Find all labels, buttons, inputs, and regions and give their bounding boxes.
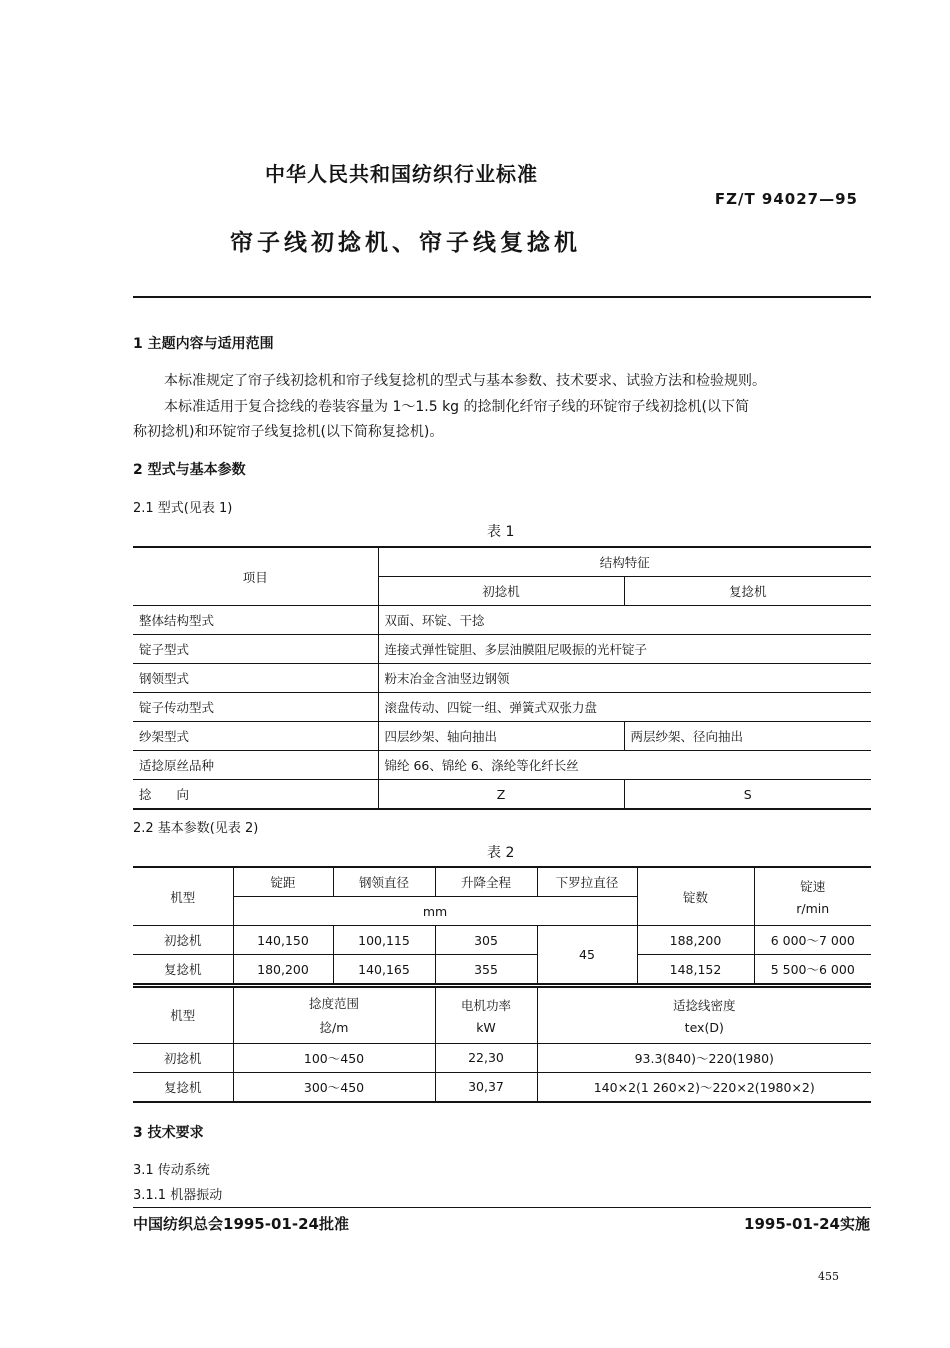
t2-header-ring: 钢领直径 (333, 867, 435, 897)
t2b-header-density-unit: tex(D) (684, 1019, 724, 1035)
header-rule (133, 296, 871, 298)
standard-code: FZ/T 94027—95 (714, 190, 858, 208)
t2b-twist: 100～450 (233, 1043, 435, 1072)
t1-value: 粉末冶金含油竖边钢领 (378, 664, 871, 693)
table-row (133, 635, 871, 664)
t2-ring: 100,115 (333, 926, 435, 955)
t2-speed: 6 000～7 000 (754, 926, 871, 955)
table-2-caption: 表 2 (487, 845, 515, 861)
table-row (133, 1043, 871, 1072)
document-title: 帘子线初捻机、帘子线复捻机 (230, 230, 581, 256)
t2b-header-density (537, 987, 871, 1043)
t2-lift: 305 (435, 926, 537, 955)
t2b-header-density-label: 适捻线密度 (672, 997, 736, 1013)
section-3-heading: 3 技术要求 (133, 1125, 204, 1141)
t2-speed: 5 500～6 000 (754, 955, 871, 985)
t1-item: 锭子型式 (133, 635, 378, 664)
t2b-twist: 300～450 (233, 1072, 435, 1102)
t2-ring: 140,165 (333, 955, 435, 985)
section-2-1-heading: 2.1 型式(见表 1) (133, 501, 233, 516)
t2b-density: 140×2(1 260×2)～220×2(1980×2) (537, 1072, 871, 1102)
section-2-2-heading: 2.2 基本参数(见表 2) (133, 821, 259, 836)
t2-header-spacing: 锭距 (233, 867, 333, 897)
t2-header-model: 机型 (133, 867, 233, 926)
org-title: 中华人民共和国纺织行业标准 (265, 162, 538, 186)
t2-header-speed (754, 867, 871, 926)
t2b-power: 22,30 (435, 1043, 537, 1072)
footer-rule (133, 1207, 871, 1208)
page-number: 455 (818, 1270, 839, 1283)
t2-roller: 45 (537, 926, 637, 985)
t1-value-initial: 四层纱架、轴向抽出 (378, 722, 624, 751)
t2b-header-twist (233, 987, 435, 1043)
t2b-power: 30,37 (435, 1072, 537, 1102)
t2-header-count: 锭数 (637, 867, 754, 926)
t2-count: 148,152 (637, 955, 754, 985)
t1-header-features: 结构特征 (378, 547, 871, 577)
t1-item: 整体结构型式 (133, 606, 378, 635)
t1-value-re: S (624, 780, 871, 810)
t2-header-unit: mm (233, 897, 637, 926)
t1-value-initial: Z (378, 780, 624, 810)
t1-item: 纱架型式 (133, 722, 378, 751)
t1-value: 双面、环锭、干捻 (378, 606, 871, 635)
t1-header-item: 项目 (133, 547, 378, 606)
t2b-density: 93.3(840)～220(1980) (537, 1043, 871, 1072)
t2b-model: 初捻机 (133, 1043, 233, 1072)
t1-item: 锭子传动型式 (133, 693, 378, 722)
t2-model: 复捻机 (133, 955, 233, 985)
t2-header-speed-unit: r/min (796, 901, 830, 916)
t2b-header-power (435, 987, 537, 1043)
t1-value: 锦纶 66、锦纶 6、涤纶等化纤长丝 (378, 751, 871, 780)
table-row (133, 722, 871, 751)
table-1 (133, 546, 871, 810)
table-2-part-a (133, 866, 871, 985)
table-2-part-b (133, 986, 871, 1103)
approval-date: 中国纺织总会1995-01-24批准 (133, 1215, 349, 1233)
t1-header-initial: 初捻机 (378, 577, 624, 606)
t1-header-re: 复捻机 (624, 577, 871, 606)
section-1-para-1: 本标准规定了帘子线初捻机和帘子线复捻机的型式与基本参数、技术要求、试验方法和检验规则。 (164, 373, 766, 389)
table-row (133, 664, 871, 693)
table-row (133, 606, 871, 635)
t2-count: 188,200 (637, 926, 754, 955)
section-1-para-2a: 本标准适用于复合捻线的卷装容量为 1～1.5 kg 的捻制化纤帘子线的环锭帘子线初捻机(以下简 (164, 399, 749, 415)
t2-header-speed-label: 锭速 (800, 879, 826, 894)
table-1-caption: 表 1 (487, 524, 515, 540)
section-3-1-1-heading: 3.1.1 机器振动 (133, 1188, 223, 1203)
t2-lift: 355 (435, 955, 537, 985)
table-row (133, 780, 871, 810)
t1-item: 钢领型式 (133, 664, 378, 693)
t1-item: 捻 向 (133, 780, 378, 810)
t1-item: 适捻原丝品种 (133, 751, 378, 780)
section-3-1-heading: 3.1 传动系统 (133, 1163, 210, 1178)
t1-value-re: 两层纱架、径向抽出 (624, 722, 871, 751)
t2-spacing: 140,150 (233, 926, 333, 955)
t2-spacing: 180,200 (233, 955, 333, 985)
t2b-header-model: 机型 (133, 987, 233, 1043)
table-row (133, 926, 871, 955)
t1-value: 连接式弹性锭胆、多层油膜阻尼吸振的光杆锭子 (378, 635, 871, 664)
t2b-model: 复捻机 (133, 1072, 233, 1102)
t2b-header-twist-unit: 捻/m (319, 1020, 349, 1036)
table-row (133, 955, 871, 985)
t1-value: 滚盘传动、四锭一组、弹簧式双张力盘 (378, 693, 871, 722)
t2b-header-twist-label: 捻度范围 (308, 996, 359, 1012)
table-row (133, 693, 871, 722)
t2-header-roller: 下罗拉直径 (537, 867, 637, 897)
table-row (133, 1072, 871, 1102)
t2b-header-power-label: 电机功率 (460, 997, 511, 1013)
t2b-header-power-unit: kW (476, 1019, 496, 1035)
effective-date: 1995-01-24实施 (744, 1215, 870, 1233)
t2-header-lift: 升降全程 (435, 867, 537, 897)
section-1-heading: 1 主题内容与适用范围 (133, 336, 274, 352)
section-1-para-2b: 称初捻机)和环锭帘子线复捻机(以下简称复捻机)。 (133, 424, 444, 440)
section-2-heading: 2 型式与基本参数 (133, 462, 246, 478)
table-row (133, 751, 871, 780)
t2-model: 初捻机 (133, 926, 233, 955)
